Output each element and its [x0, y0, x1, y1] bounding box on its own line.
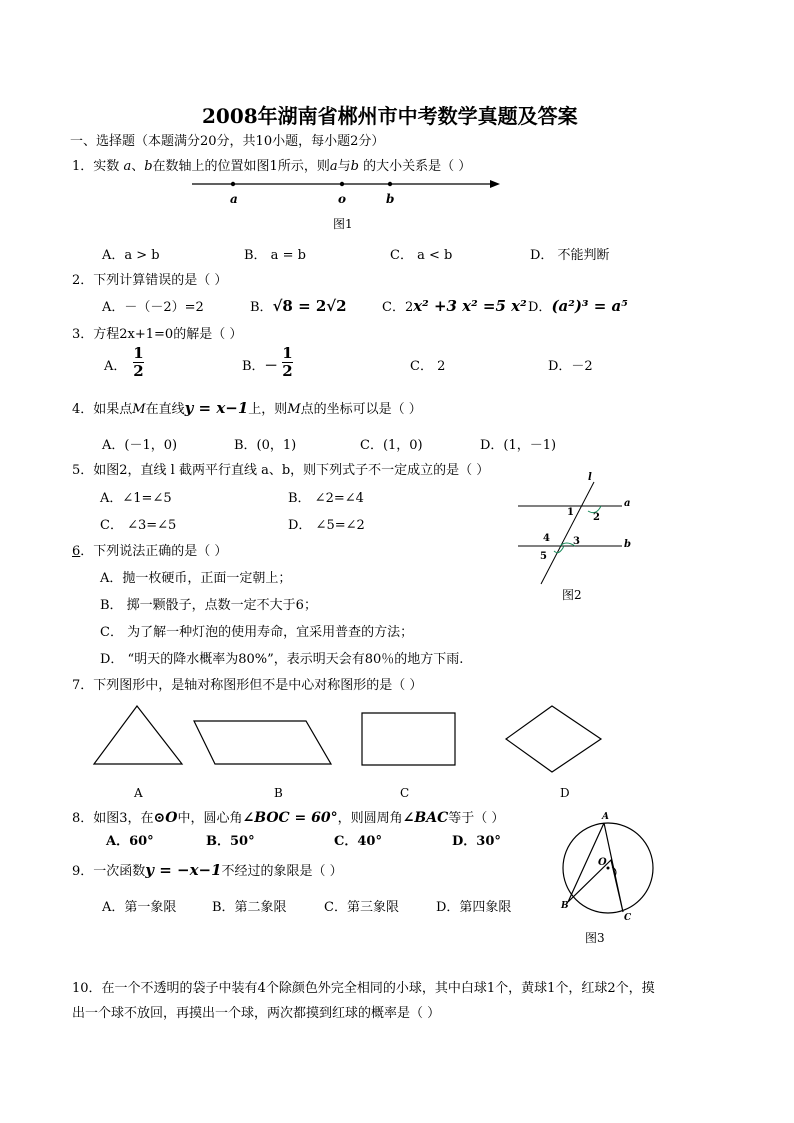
- fig2-label-l: l: [588, 472, 592, 483]
- axis-label-o: o: [338, 192, 347, 206]
- figure-caption-3: 图3: [585, 931, 605, 945]
- q1-option-b[interactable]: B． a = b: [244, 248, 306, 263]
- q5-option-d[interactable]: D． ∠5=∠2: [288, 518, 365, 533]
- q7-label-b[interactable]: B: [274, 786, 283, 800]
- fig3-label-c: C: [624, 913, 632, 923]
- q5-option-b[interactable]: B． ∠2=∠4: [288, 491, 364, 506]
- q3-stem: 3．方程2x+1=0的解是（ ）: [72, 327, 243, 342]
- q3-option-b-label[interactable]: B．－: [242, 359, 278, 374]
- fig2-label-3: 3: [573, 536, 580, 547]
- figure-caption-2: 图2: [562, 588, 582, 602]
- axis-label-b: b: [386, 192, 395, 206]
- q5-option-c[interactable]: C． ∠3=∠5: [100, 518, 177, 533]
- q4-stem: 4．如果点M在直线y = x−1上，则M点的坐标可以是（ ）: [72, 399, 422, 417]
- q3-option-d[interactable]: D．－2: [548, 359, 593, 374]
- q2-stem: 2．下列计算错误的是（ ）: [72, 273, 228, 288]
- q9-option-a[interactable]: A．第一象限: [102, 900, 177, 915]
- q6-stem: 6．下列说法正确的是（ ）: [72, 544, 228, 559]
- q4-option-d[interactable]: D．(1，－1): [480, 438, 557, 453]
- q3-option-c[interactable]: C． 2: [410, 359, 446, 374]
- q9-option-c[interactable]: C．第三象限: [324, 900, 399, 915]
- q4-option-b[interactable]: B．(0，1): [234, 438, 297, 453]
- q9-stem: 9．一次函数y = −x−1不经过的象限是（ ）: [72, 861, 343, 879]
- q8-option-d[interactable]: D．30°: [452, 834, 501, 849]
- axis-label-a: a: [230, 192, 238, 206]
- fig2-label-4: 4: [543, 533, 550, 544]
- q6-option-b[interactable]: B． 掷一颗骰子，点数一定不大于6；: [100, 598, 317, 613]
- q9-option-b[interactable]: B．第二象限: [212, 900, 287, 915]
- q10-stem-line1: 10．在一个不透明的袋子中装有4个除颜色外完全相同的小球，其中白球1个，黄球1个，红球2个，摸: [72, 981, 655, 996]
- page-title: 2008年湖南省郴州市中考数学真题及答案: [202, 104, 578, 128]
- q5-option-a[interactable]: A．∠1=∠5: [100, 491, 172, 506]
- q2-option-a[interactable]: A．－（－2）=2: [102, 300, 204, 315]
- q8-option-a[interactable]: A．60°: [106, 834, 154, 849]
- q7-label-c[interactable]: C: [400, 786, 410, 800]
- q9-option-d[interactable]: D．第四象限: [436, 900, 512, 915]
- q2-option-c[interactable]: C．2x² +3 x² =5 x²: [382, 297, 527, 315]
- fig3-label-b: B: [561, 901, 569, 911]
- fig3-label-a: A: [602, 812, 609, 822]
- fig2-label-2: 2: [593, 512, 600, 523]
- q3-option-b-fraction[interactable]: 1 2: [282, 344, 293, 380]
- q7-stem: 7．下列图形中，是轴对称图形但不是中心对称图形的是（ ）: [72, 678, 423, 693]
- q5-stem: 5．如图2，直线 l 截两平行直线 a、b，则下列式子不一定成立的是（ ）: [72, 463, 490, 478]
- section-heading: 一、选择题（本题满分20分，共10小题，每小题2分）: [70, 134, 385, 149]
- figure-caption-1: 图1: [333, 217, 353, 231]
- fig2-label-1: 1: [567, 507, 574, 518]
- q8-option-b[interactable]: B．50°: [206, 834, 255, 849]
- q1-option-c[interactable]: C． a < b: [390, 248, 453, 263]
- q7-label-a[interactable]: A: [134, 786, 143, 800]
- q4-option-c[interactable]: C．(1，0): [360, 438, 423, 453]
- q1-option-a[interactable]: A．a > b: [102, 248, 160, 263]
- fig2-label-5: 5: [540, 551, 547, 562]
- q4-option-a[interactable]: A．(－1，0): [102, 438, 178, 453]
- q6-option-a[interactable]: A．抛一枚硬币，正面一定朝上；: [100, 571, 292, 586]
- q2-option-d[interactable]: D．(a²)³ = a⁵: [528, 297, 628, 315]
- fig2-label-a: a: [624, 498, 631, 509]
- q8-stem: 8．如图3，在⊙O中，圆心角∠BOC = 60°，则圆周角∠BAC等于（ ）: [72, 810, 505, 826]
- q1-option-d[interactable]: D． 不能判断: [530, 248, 610, 263]
- q1-stem: 1．实数 a、b在数轴上的位置如图1所示，则a与b 的大小关系是（ ）: [72, 159, 472, 174]
- q6-option-c[interactable]: C． 为了解一种灯泡的使用寿命，宜采用普查的方法；: [100, 625, 414, 640]
- fig3-label-o: O: [598, 857, 607, 868]
- q3-option-a-label[interactable]: A．: [104, 359, 127, 374]
- fig2-label-b: b: [624, 539, 631, 550]
- q3-option-a-fraction[interactable]: 1 2: [133, 344, 144, 380]
- q6-option-d[interactable]: D． “明天的降水概率为80%”，表示明天会有80％的地方下雨.: [100, 652, 464, 667]
- q7-label-d[interactable]: D: [560, 786, 570, 800]
- q2-option-b[interactable]: B．√8 = 2√2: [250, 297, 347, 315]
- q10-stem-line2: 出一个球不放回，再摸出一个球，两次都摸到红球的概率是（ ）: [72, 1006, 441, 1021]
- q8-option-c[interactable]: C．40°: [334, 834, 382, 849]
